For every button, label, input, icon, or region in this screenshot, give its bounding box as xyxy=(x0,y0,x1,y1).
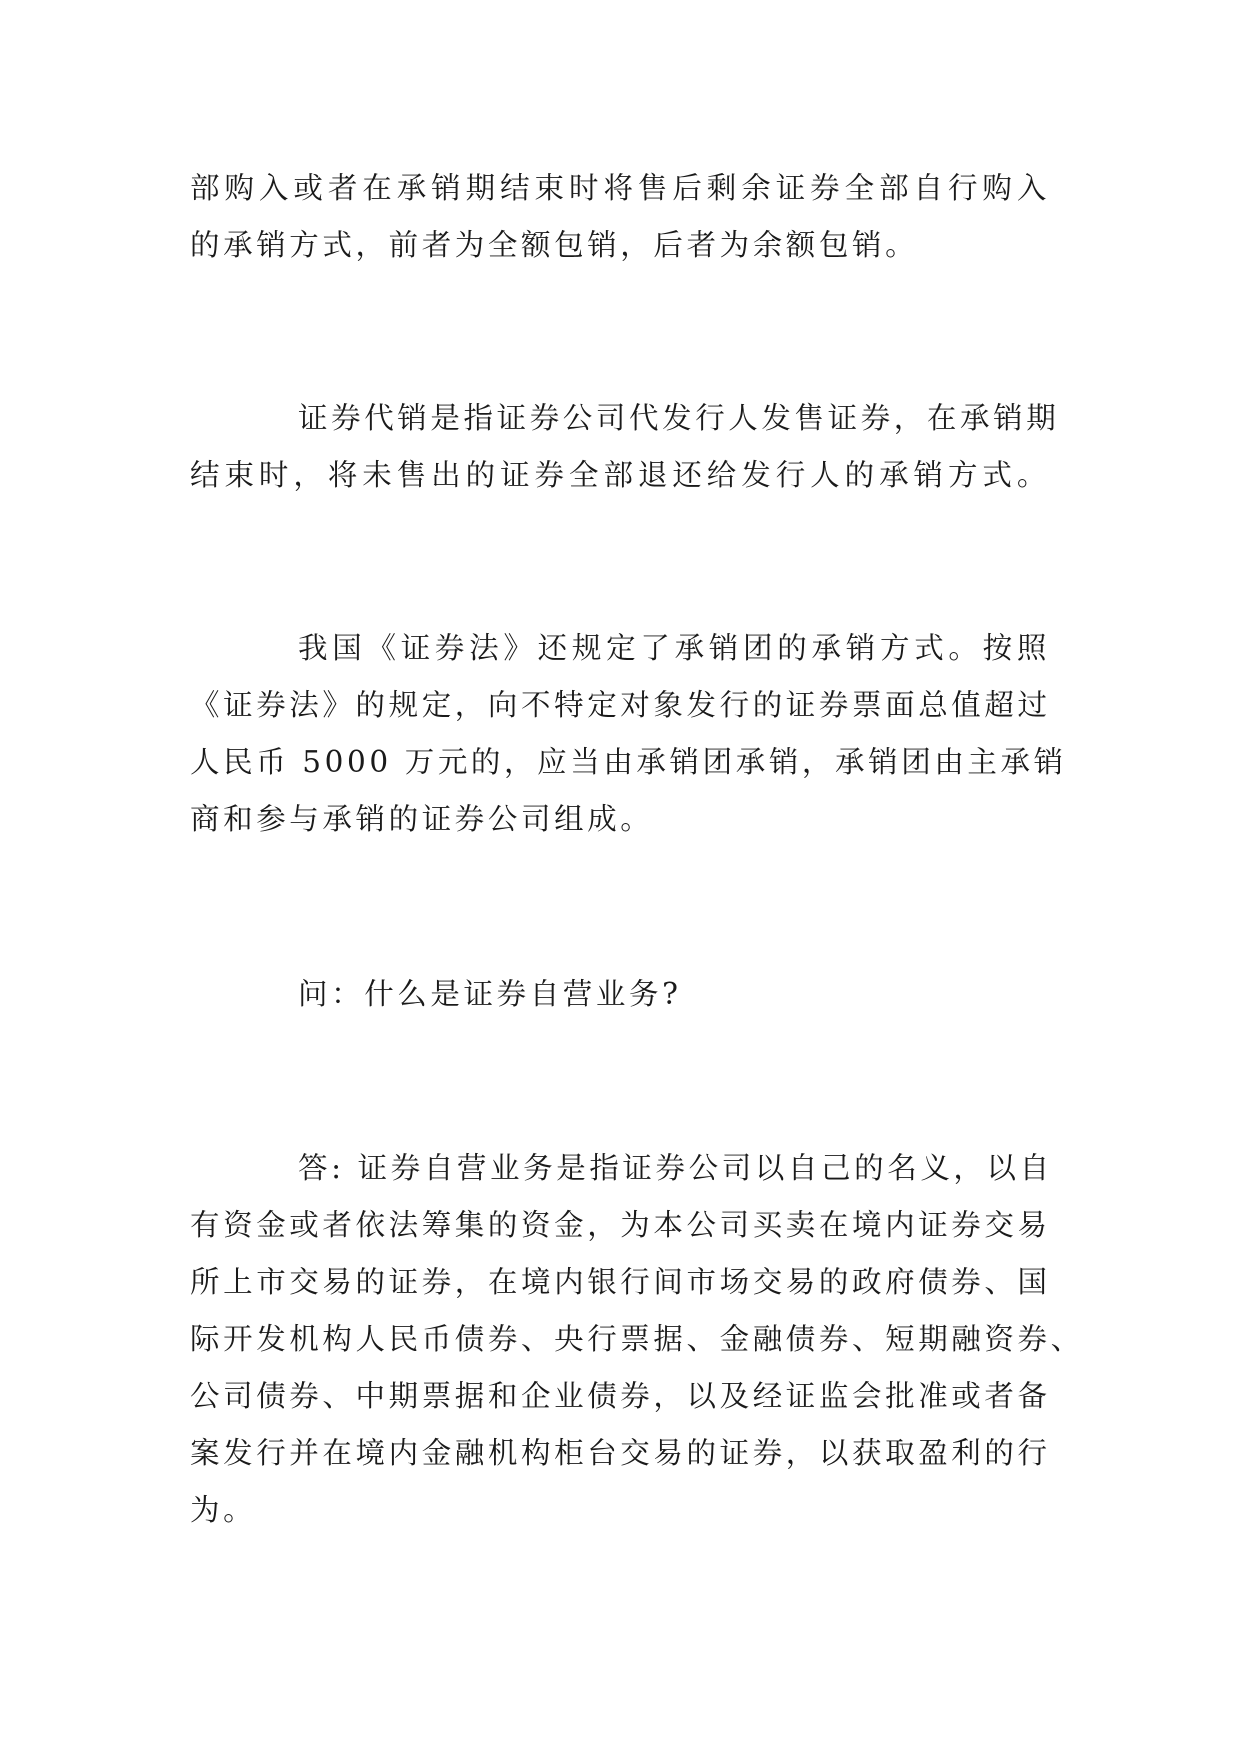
paragraph-underwriting-types xyxy=(190,160,1050,274)
text-line: 商和参与承销的证券公司组成。 xyxy=(190,802,654,836)
text-line: 我国《证券法》还规定了承销团的承销方式。按照 xyxy=(298,631,1050,665)
text-line: 所上市交易的证券，在境内银行间市场交易的政府债券、国 xyxy=(190,1265,1051,1299)
text-line: 部购入或者在承销期结束时将售后剩余证券全部自行购入 xyxy=(190,171,1050,205)
text-line: 答: 证券自营业务是指证券公司以自己的名义，以自 xyxy=(298,1151,1053,1185)
text-line: 案发行并在境内金融机构柜台交易的证券，以获取盈利的行 xyxy=(190,1436,1051,1470)
answer-paragraph xyxy=(190,1140,1084,1539)
text-line: 际开发机构人民币债券、央行票据、金融债券、短期融资券、 xyxy=(190,1322,1084,1356)
text-line: 的承销方式，前者为全额包销，后者为余额包销。 xyxy=(190,228,919,262)
text-line: 证券代销是指证券公司代发行人发售证券，在承销期 xyxy=(298,401,1060,435)
text-line: 为。 xyxy=(190,1493,257,1527)
text-line: 《证券法》的规定，向不特定对象发行的证券票面总值超过 xyxy=(190,688,1051,722)
text-line: 公司债券、中期票据和企业债券，以及经证监会批准或者备 xyxy=(190,1379,1051,1413)
text-line: 问：什么是证券自营业务? xyxy=(298,977,682,1011)
text-line: 有资金或者依法筹集的资金，为本公司买卖在境内证券交易 xyxy=(190,1208,1051,1242)
text-line: 人民币 5000 万元的，应当由承销团承销，承销团由主承销 xyxy=(190,745,1067,779)
question-heading xyxy=(190,966,1050,1023)
paragraph-underwriting-syndicate xyxy=(190,620,1067,848)
text-line: 结束时，将未售出的证券全部退还给发行人的承销方式。 xyxy=(190,458,1050,492)
paragraph-agency-sale xyxy=(190,390,1060,504)
